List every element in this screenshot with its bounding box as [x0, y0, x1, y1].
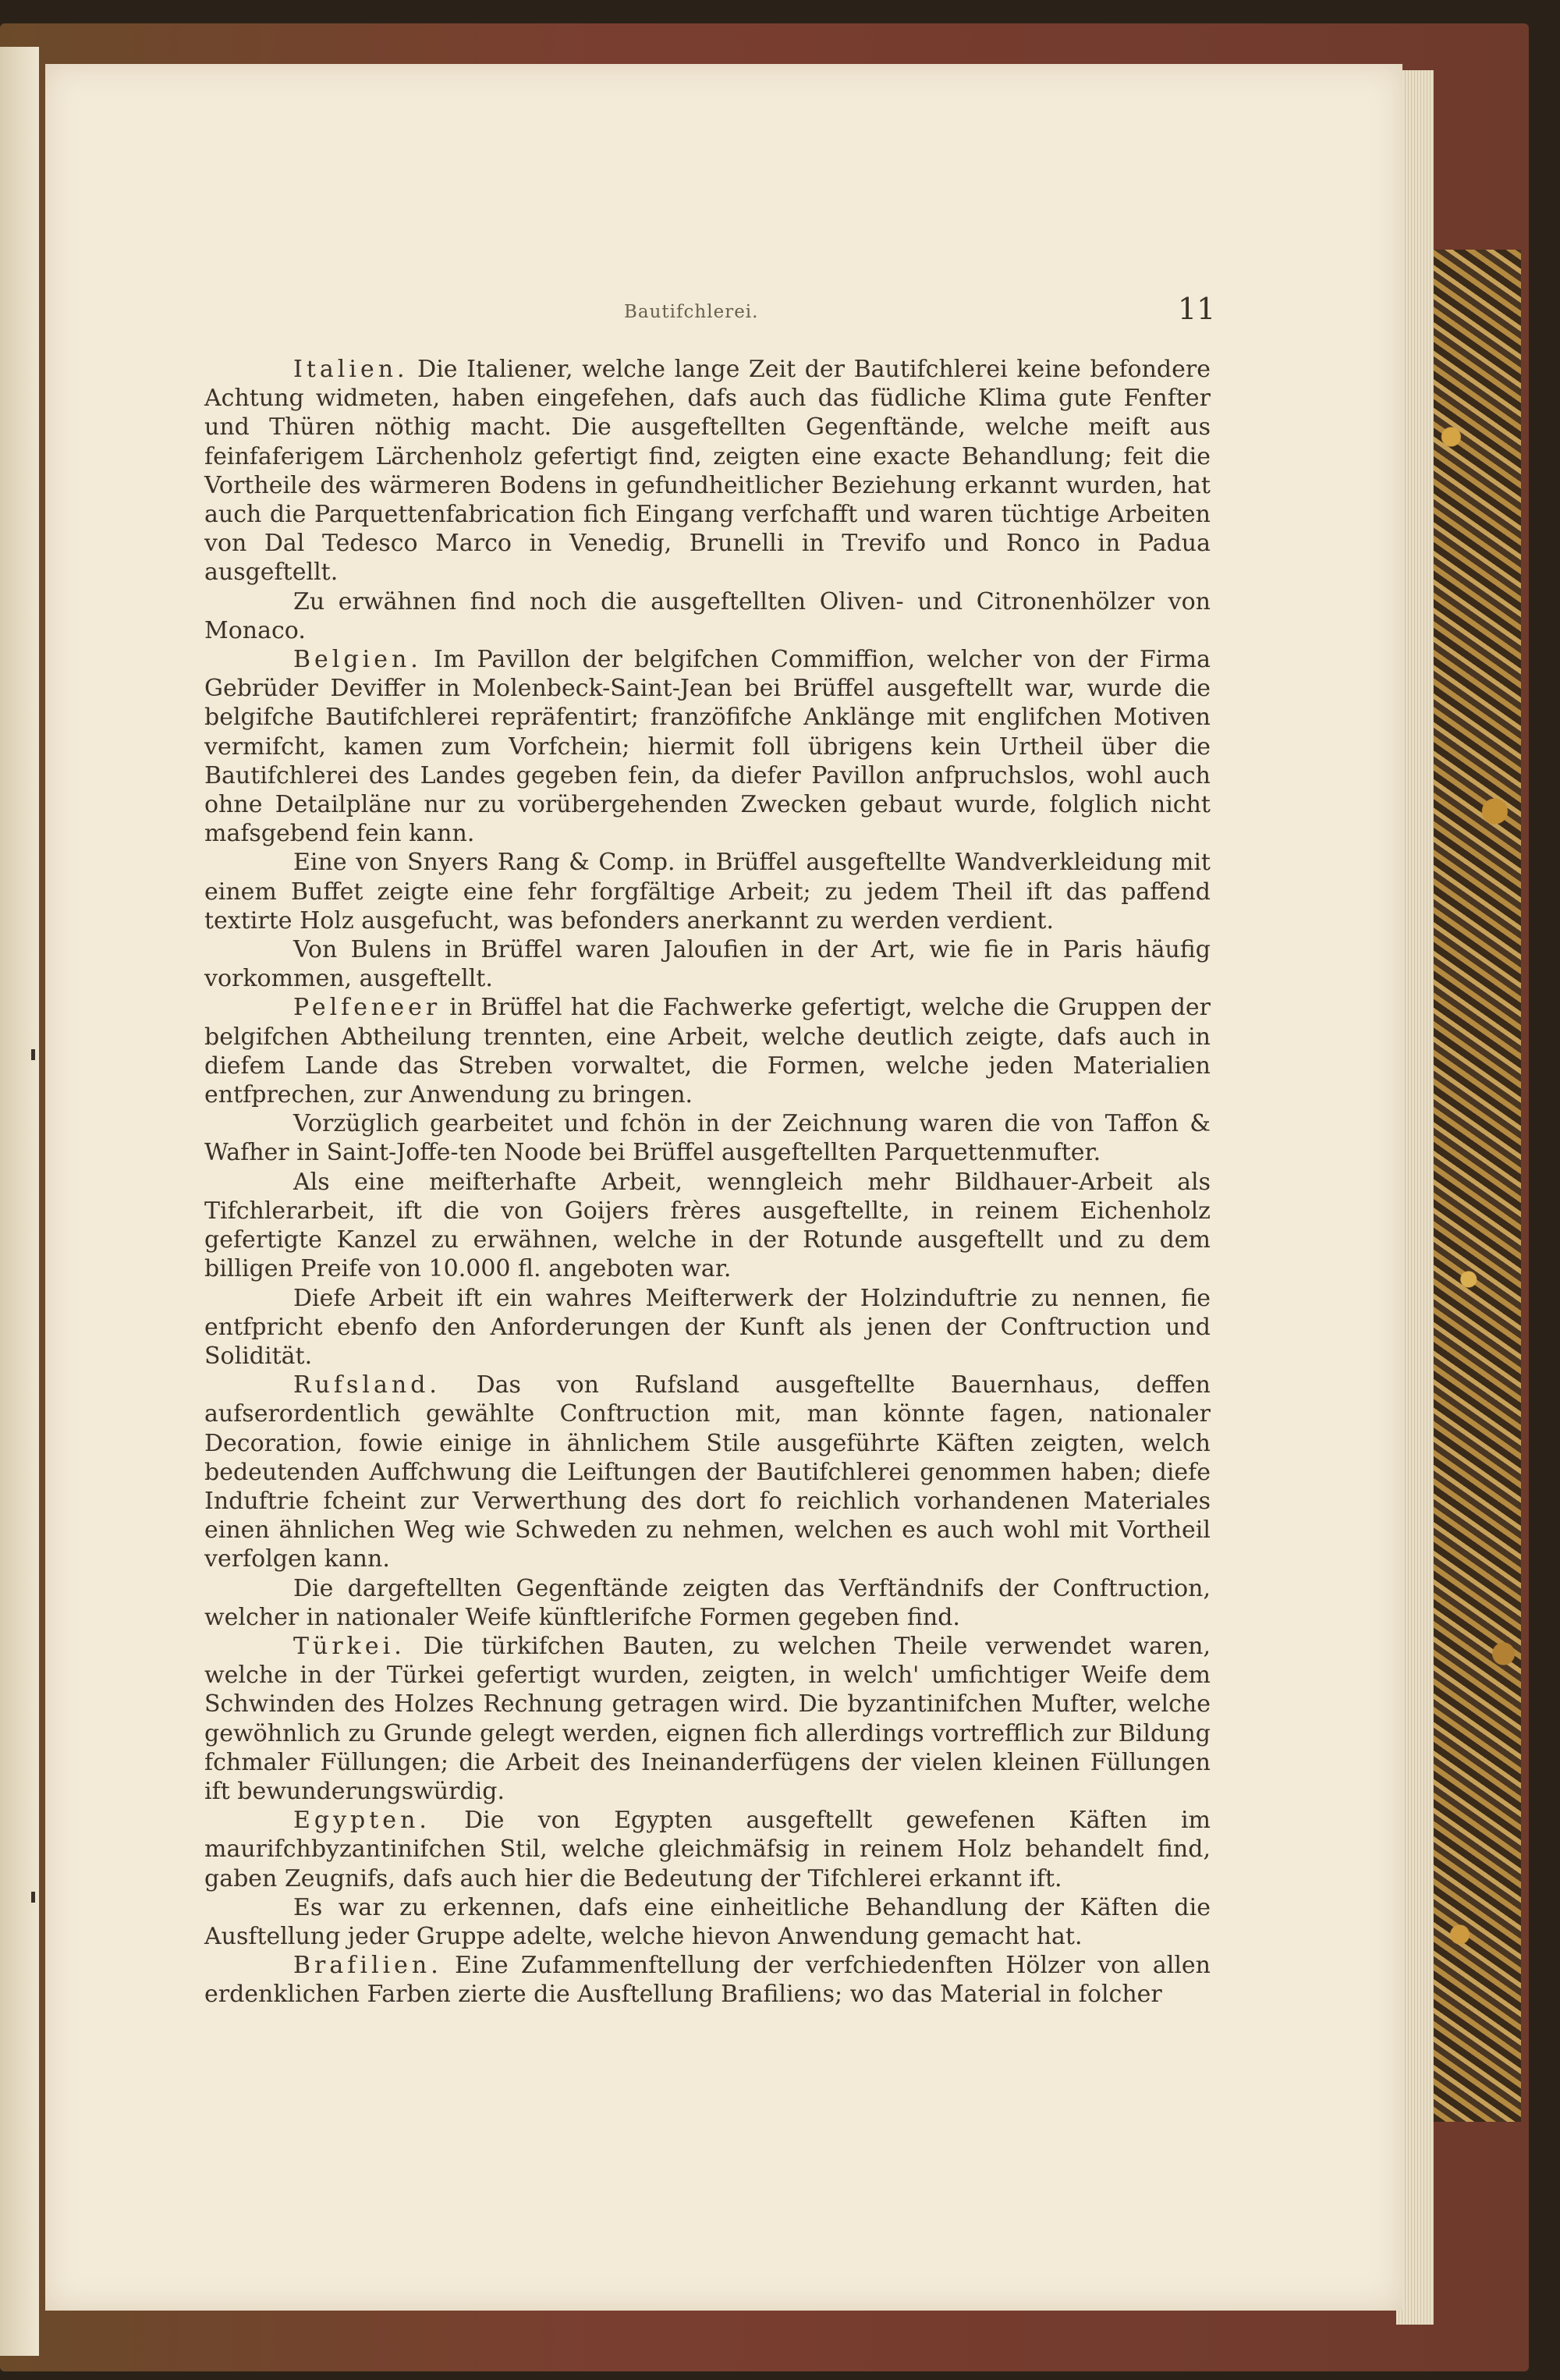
paragraph: Rufsland. Das von Rufsland ausgeftellte Bauernhaus, deffen aufserordentlich gewählte Conftruction mit, man könnte fagen, nationaler Decoration, fowie einige in ähnlichem Stile ausgeführte Käften zeigten, welch bedeutenden Auffchwung die Leiftungen der Bautifchlerei genommen haben; diefe Induftrie fcheint zur Verwerthung des dort fo reichlich vorhandenen Materiales einen ähnlichen Weg wie Schweden zu nehmen, welchen es auch wohl mit Vortheil verfolgen kann.	[204, 1371, 1211, 1573]
running-title: Bautifchlerei.	[624, 302, 759, 322]
paragraph: Vorzüglich gearbeitet und fchön in der Zeichnung waren die von Taffon & Wafher in Saint-Joffe-ten Noode bei Brüffel ausgeftellten Parquettenmufter.	[204, 1110, 1211, 1167]
paragraph: Türkei. Die türkifchen Bauten, zu welchen Theile verwendet waren, welche in der Türkei gefertigt wurden, zeigten, in welch' umfichtiger Weife dem Schwinden des Holzes Rechnung getragen wird. Die byzantinifchen Mufter, welche gewöhnlich zu Grunde gelegt werden, eignen fich allerdings vortrefflich zur Bildung fchmaler Füllungen; die Arbeit des Ineinanderfügens der vielen kleinen Füllungen ift bewunderungswürdig.	[204, 1632, 1211, 1805]
paragraph: Von Bulens in Brüffel waren Jaloufien in der Art, wie fie in Paris häufig vorkommen, ausgeftellt.	[204, 936, 1211, 993]
page-number: 11	[1178, 292, 1216, 326]
paragraph: Zu erwähnen find noch die ausgeftellten Oliven- und Citronenhölzer von Monaco.	[204, 587, 1211, 644]
paragraph: Diefe Arbeit ift ein wahres Meifterwerk der Holzinduftrie zu nennen, fie entfpricht ebenfo den Anforderungen der Kunft als jenen der Conftruction und Solidität.	[204, 1284, 1211, 1370]
marbled-edge	[1434, 250, 1521, 2122]
paragraph: Die dargeftellten Gegenftände zeigten das Verftändnifs der Conftruction, welcher in nationaler Weife künftlerifche Formen gegeben find.	[204, 1574, 1211, 1631]
paragraph: Italien. Die Italiener, welche lange Zeit der Bautifchlerei keine befondere Achtung widmeten, haben eingefehen, dafs auch das füdliche Klima gute Fenfter und Thüren nöthig macht. Die ausgeftellten Gegenftände, welche meift aus feinfaferigem Lärchenholz gefertigt find, zeigten eine exacte Behandlung; feit die Vortheile des wärmeren Bodens in gefundheitlicher Beziehung erkannt wurden, hat auch die Parquettenfabrication fich Eingang verfchafft und waren tüchtige Arbeiten von Dal Tedesco Marco in Venedig, Brunelli in Trevifo und Ronco in Padua ausgeftellt.	[204, 356, 1211, 587]
paragraph: Pelfeneer in Brüffel hat die Fachwerke gefertigt, welche die Gruppen der belgifchen Abtheilung trennten, eine Arbeit, welche deutlich zeigte, dafs auch in diefem Lande das Streben vorwaltet, die Formen, welche jeden Materialien entfprechen, zur Anwendung zu bringen.	[204, 994, 1211, 1109]
paragraph: Brafilien. Eine Zufammenftellung der verfchiedenften Hölzer von allen erdenklichen Farben zierte die Ausftellung Brafiliens; wo das Material in folcher	[204, 1952, 1211, 2009]
paragraph: Eine von Snyers Rang & Comp. in Brüffel ausgeftellte Wandverkleidung mit einem Buffet zeigte eine fehr forgfältige Arbeit; zu jedem Theil ift das paffend textirte Holz ausgefucht, was befonders anerkannt zu werden verdient.	[204, 849, 1211, 935]
paragraph: Belgien. Im Pavillon der belgifchen Commiffion, welcher von der Firma Gebrüder Deviffer in Molenbeck-Saint-Jean bei Brüffel ausgeftellt war, wurde die belgifche Bautifchlerei repräfentirt; franzöfifche Anklänge mit englifchen Motiven vermifcht, kamen zum Vorfchein; hiermit foll übrigens kein Urtheil über die Bautifchlerei des Landes gegeben fein, da diefer Pavillon anfpruchslos, wohl auch ohne Detailpläne nur zu vorübergehenden Zwecken gebaut wurde, folglich nicht mafsgebend fein kann.	[204, 646, 1211, 848]
margin-mark	[31, 1049, 35, 1060]
paragraph: Egypten. Die von Egypten ausgeftellt gewefenen Käften im maurifchbyzantinifchen Stil, welche gleichmäfsig in reinem Holz behandelt find, gaben Zeugnifs, dafs auch hier die Bedeutung der Tifchlerei erkannt ift.	[204, 1807, 1211, 1892]
paragraph: Es war zu erkennen, dafs eine einheitliche Behandlung der Käften die Ausftellung jeder Gruppe adelte, welche hievon Anwendung gemacht hat.	[204, 1893, 1211, 1950]
paragraph: Als eine meifterhafte Arbeit, wenngleich mehr Bildhauer-Arbeit als Tifchlerarbeit, ift die von Goijers frères ausgeftellte, in reinem Eichenholz gefertigte Kanzel zu erwähnen, welche in der Rotunde ausgeftellt und zu dem billigen Preife von 10.000 fl. angeboten war.	[204, 1168, 1211, 1283]
facing-page-edge	[0, 47, 39, 2356]
body-text	[204, 355, 1211, 2009]
margin-mark	[31, 1892, 35, 1903]
